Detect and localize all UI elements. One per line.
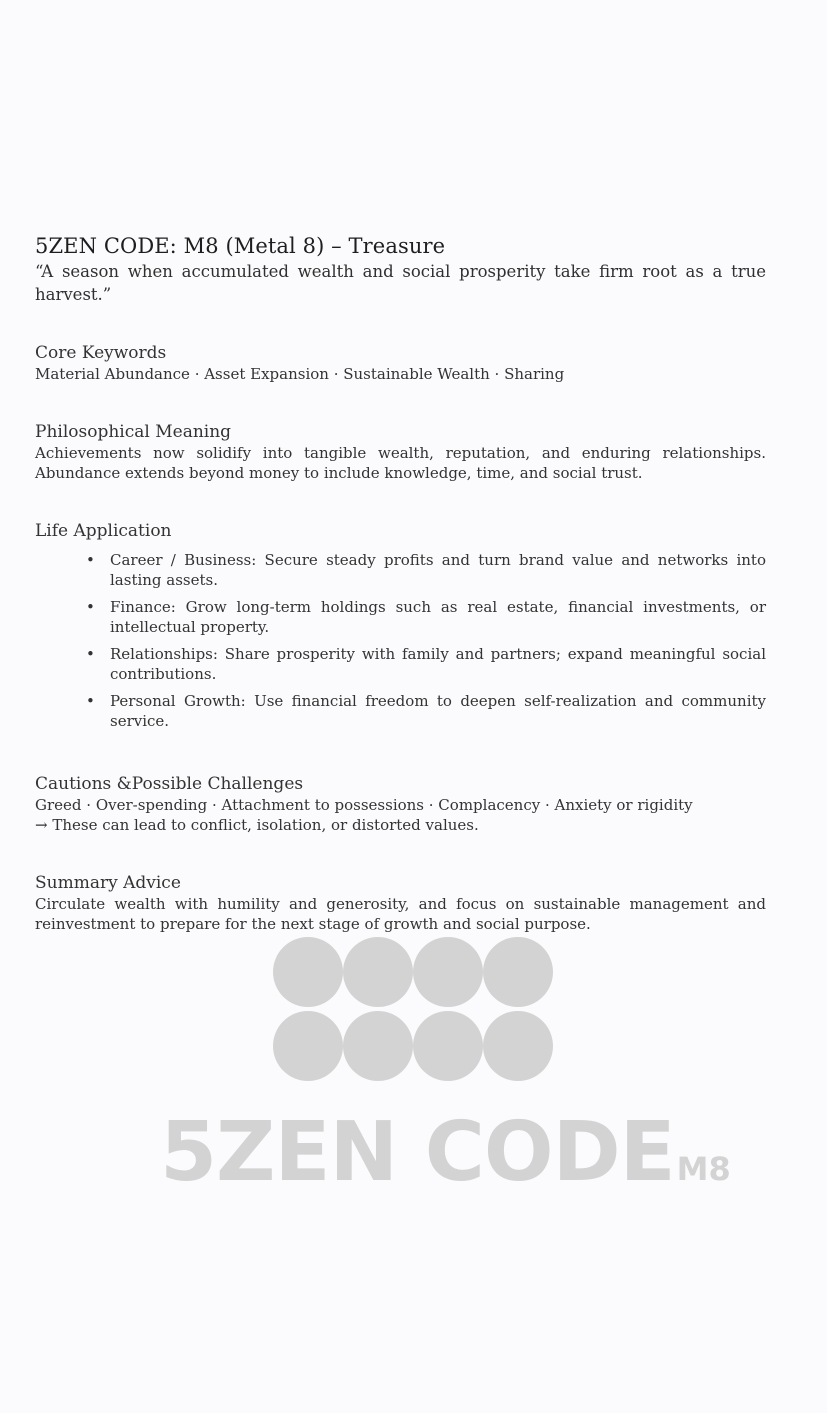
list-item (35, 597, 766, 637)
bullet-icon: • (86, 598, 95, 616)
life-application-list (35, 550, 766, 731)
document-body (35, 232, 766, 934)
logo-main-text: 5ZEN CODE (160, 1105, 675, 1200)
list-item (35, 644, 766, 684)
logo-dots-icon (273, 937, 555, 1082)
core-keywords-text: Material Abundance · Asset Expansion · Sustainable Wealth · Sharing (35, 365, 565, 383)
cautions-list-text: Greed · Over-spending · Attachment to possessions · Complacency · Anxiety or rigidity (35, 796, 693, 814)
list-item-text: Career / Business: Secure steady profits and turn brand value and networks into lasting assets. (110, 551, 766, 589)
philosophical-meaning-heading: Philosophical Meaning (35, 422, 232, 442)
logo-dot (483, 1011, 553, 1081)
logo-dot (273, 1011, 343, 1081)
page-title: 5ZEN CODE: M8 (Metal 8) – Treasure (35, 234, 446, 258)
list-item (35, 691, 766, 731)
logo-wordmark (160, 1105, 780, 1200)
summary-advice-section (35, 872, 766, 934)
philosophical-meaning-section (35, 421, 766, 483)
cautions-section (35, 773, 766, 835)
logo-dot (483, 937, 553, 1007)
intro-quote: “A season when accumulated wealth and social prosperity take firm root as a true harvest.” (35, 262, 766, 304)
bullet-icon: • (86, 692, 95, 710)
cautions-consequence-text: → These can lead to conflict, isolation, or distorted values. (35, 816, 479, 834)
logo-dot (343, 1011, 413, 1081)
list-item-text: Finance: Grow long-term holdings such as real estate, financial investments, or intellectual property. (110, 598, 766, 636)
list-item-text: Personal Growth: Use financial freedom to deepen self-realization and community service. (110, 692, 766, 730)
core-keywords-heading: Core Keywords (35, 343, 167, 363)
life-application-section (35, 520, 766, 731)
bullet-icon: • (86, 645, 95, 663)
logo-dot (273, 937, 343, 1007)
philosophical-meaning-text: Achievements now solidify into tangible wealth, reputation, and enduring relationships. Abundance extends beyond money to include knowledge, time, and social trust. (35, 444, 766, 482)
logo-dot (343, 937, 413, 1007)
list-item (35, 550, 766, 590)
summary-advice-heading: Summary Advice (35, 873, 181, 893)
cautions-heading: Cautions &Possible Challenges (35, 774, 304, 794)
logo-dot (413, 1011, 483, 1081)
bullet-icon: • (86, 551, 95, 569)
core-keywords-section (35, 342, 766, 384)
summary-advice-text: Circulate wealth with humility and generosity, and focus on sustainable management and reinvestment to prepare for the next stage of growth and social purpose. (35, 895, 766, 933)
list-item-text: Relationships: Share prosperity with family and partners; expand meaningful social contributions. (110, 645, 766, 683)
logo-dot (413, 937, 483, 1007)
life-application-heading: Life Application (35, 521, 172, 541)
logo-sub-text: M8 (676, 1150, 731, 1188)
